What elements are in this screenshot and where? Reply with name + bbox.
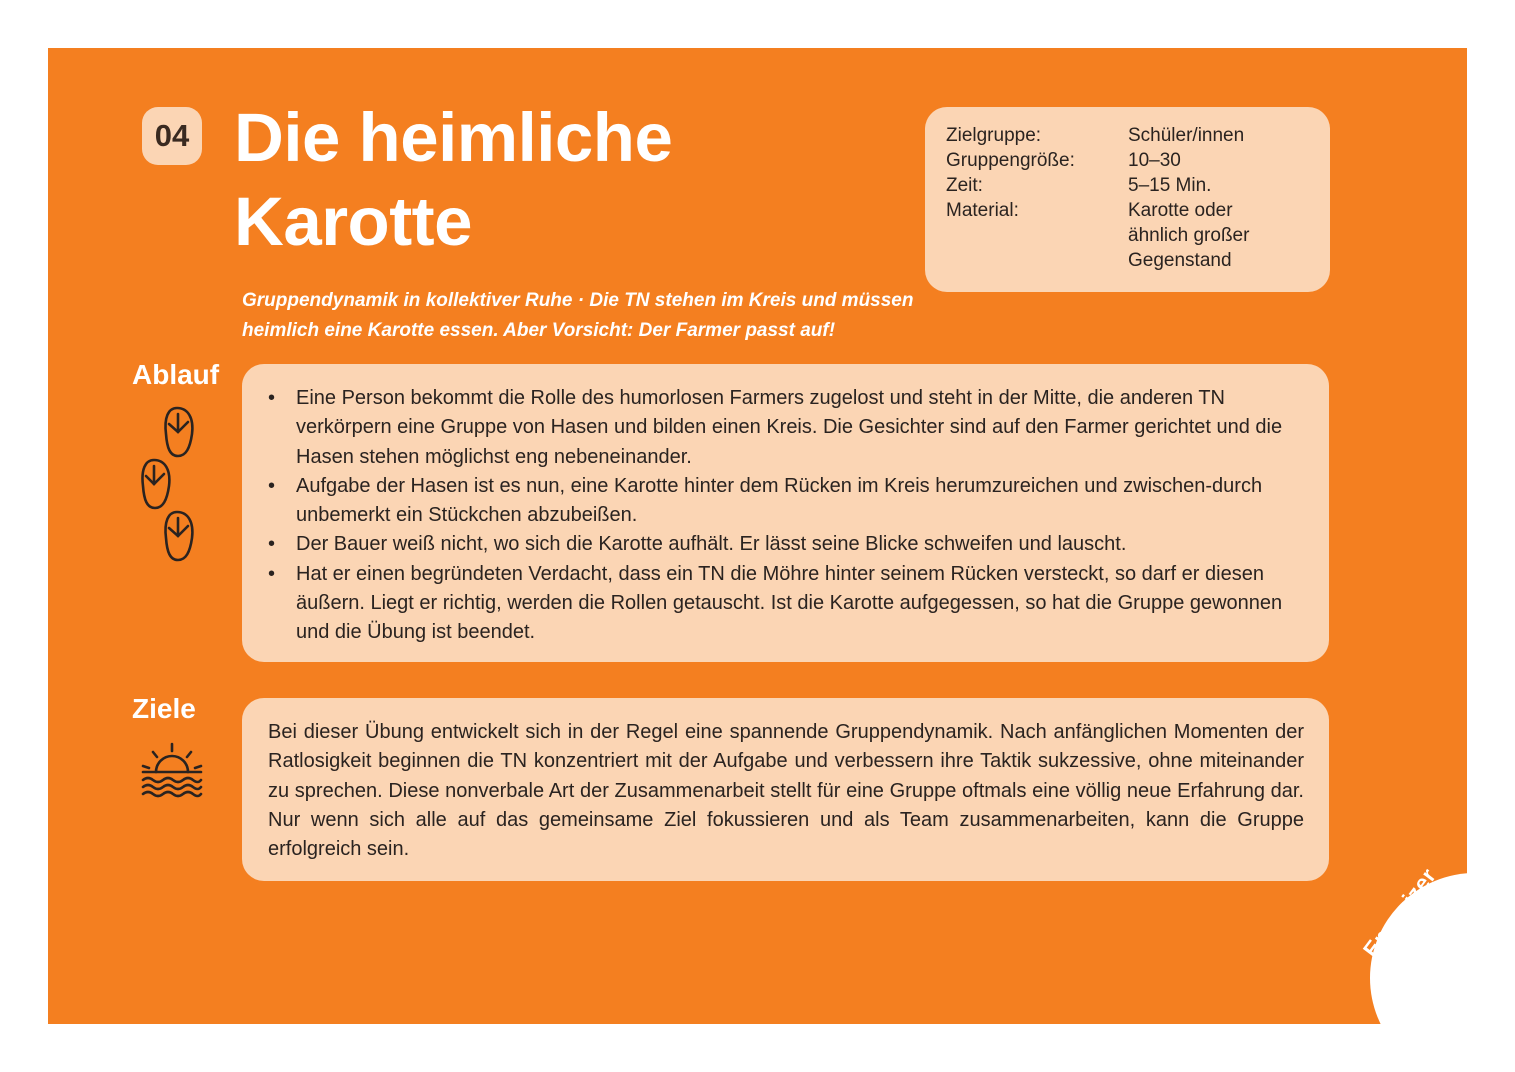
- info-key: Zielgruppe:: [946, 125, 1042, 146]
- activity-card: [48, 48, 1467, 1024]
- flip-flop-footsteps-icon: [140, 404, 204, 562]
- info-value: Schüler/innen: [1128, 125, 1245, 146]
- list-item: • Eine Person bekommt die Rolle des humorlosen Farmers zugelost und steht in der Mitte, die anderen TN verkörpern eine Gruppe von Hasen und bilden einen Kreis. Die Gesichter sind auf den Farmer gerichtet und die Hasen stehen möglichst eng nebeneinander.: [266, 384, 1306, 472]
- info-value: 10–30: [1128, 150, 1181, 171]
- ziele-text: Bei dieser Übung entwickelt sich in der Regel eine spannende Gruppendynamik. Nach anfänglichen Momenten der Ratlosigkeit beginnen die TN konzentriert mit der Aufgabe und verbessern ihre Taktik sukzessive, ohne miteinander zu sprechen. Diese nonverbale Art der Zusammenarbeit stellt für eine Gruppe oftmals eine völlig neue Erfahrung dar. Nur wenn sich alle auf das gemeinsame Ziel fokussieren und als Team zusammenarbeiten, kann die Gruppe erfolgreich sein.: [268, 721, 1304, 861]
- info-value: Karotte oder ähnlich großer Gegenstand: [1128, 200, 1250, 271]
- list-item: • Aufgabe der Hasen ist es nun, eine Karotte hinter dem Rücken im Kreis herumzureichen und zwischen-durch unbemerkt ein Stückchen abzubeißen.: [266, 472, 1306, 531]
- list-item: • Der Bauer weiß nicht, wo sich die Karotte aufhält. Er lässt seine Blicke schweifen und lauscht.: [266, 530, 1306, 559]
- info-value: 5–15 Min.: [1128, 175, 1212, 196]
- subtitle-line-2: heimlich eine Karotte essen. Aber Vorsicht: Der Farmer passt auf!: [242, 320, 836, 341]
- info-key: Zeit:: [946, 175, 983, 196]
- section-label-ziele: Ziele: [132, 693, 196, 724]
- list-item: • Hat er einen begründeten Verdacht, dass ein TN die Möhre hinter seinem Rücken versteckt, so darf er diesen äußern. Liegt er richtig, werden die Rollen getauscht. Ist die Karotte aufgegessen, so hat die Gruppe gewonnen und die Übung ist beendet.: [266, 560, 1306, 648]
- title-line-1: Die heimliche: [234, 99, 673, 176]
- card-number-badge: 04: [142, 107, 202, 165]
- info-key: Gruppengröße:: [946, 150, 1075, 171]
- ziele-box: [242, 698, 1329, 881]
- sunset-waves-icon: [140, 742, 204, 802]
- info-key: Material:: [946, 200, 1019, 221]
- card-subtitle: [242, 286, 982, 346]
- ablauf-list: [266, 384, 1306, 648]
- ablauf-box: [242, 364, 1329, 662]
- card-title: [234, 96, 672, 264]
- subtitle-line-1: Gruppendynamik in kollektiver Ruhe · Die TN stehen im Kreis und müssen: [242, 290, 914, 311]
- section-label-ablauf: Ablauf: [132, 359, 220, 390]
- title-line-2: Karotte: [234, 183, 473, 260]
- category-label: Energizer: [1358, 863, 1442, 963]
- info-box: [925, 107, 1330, 292]
